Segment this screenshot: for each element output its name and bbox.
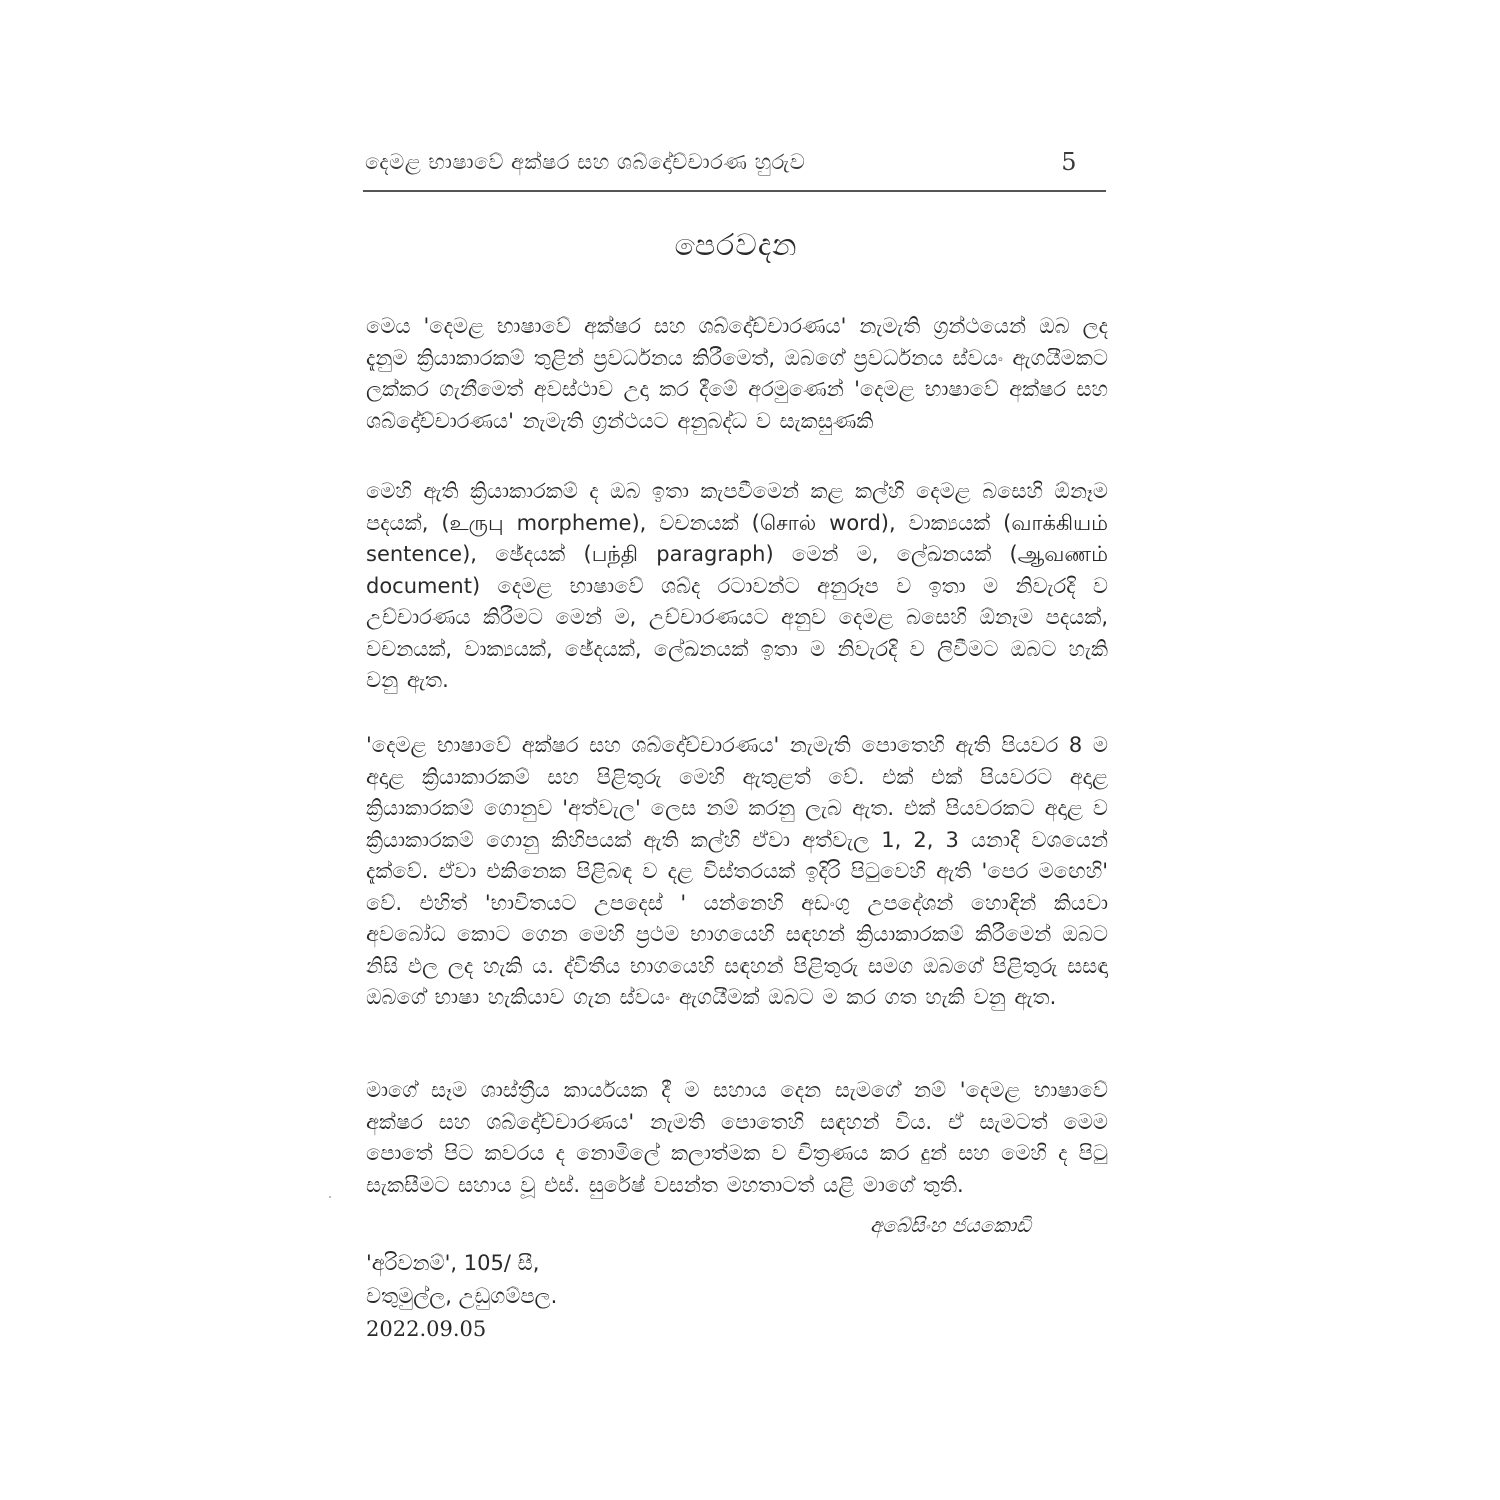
- author-signature: අබේසිංහ ජයකොඩි: [870, 1213, 1031, 1237]
- author-address: [366, 1247, 726, 1346]
- address-line-1: 'අරිවනම්', 105/ සී,: [366, 1251, 540, 1275]
- header-title: දෙමළ භාෂාවේ අක්ෂර සහ ශබ්දෝච්චාරණ හුරුව: [365, 150, 806, 174]
- page-number: 5: [1061, 148, 1077, 176]
- paragraph-3: 'දෙමළ භාෂාවේ අක්ෂර සහ ශබ්දෝච්චාරණය' නැමැති පොතෙහි ඇති පියවර 8 ම අදාළ ක්‍රියාකාරකම් සහ පිළිතුරු මෙහි ඇතුළත් වේ. එක් එක් පියවරට අදාළ ක්‍රියාකාරකම් ගොනුව 'අත්වැල' ලෙස නම් කරනු ලැබ ඇත. එක් පියවරකට අදාළ ව ක්‍රියාකාරකම් ගොනු කිහිපයක් ඇති කල්හි ඒවා අත්වැල 1, 2, 3 යනාදි වශයෙන් දැක්වේ. ඒවා එකිනෙක පිළිබඳ ව දළ විස්තරයක් ඉදිරි පිටුවෙහි ඇති 'පෙර මඟෙහි' වේ. එහිත් 'භාවිතයට උපදෙස් ' යන්නෙහි අඩංගු උපදේශන් හොඳින් කියවා අවබෝධ කොට ගෙන මෙහි ප්‍රථම භාගයෙහි සඳහන් ක්‍රියාකාරකම් කිරීමෙන් ඔබට නිසි ඵල ලද හැකි ය. ද්විතීය භාගයෙහි සඳහන් පිළිතුරු සමග ඔබගේ පිළිතුරු සසඳා ඔබගේ භාෂා හැකියාව ගැන ස්වයං ඇගයීමක් ඔබට ම කර ගත හැකි වනු ඇත.: [366, 733, 1108, 1009]
- paragraph-4: මාගේ සෑම ශාස්ත්‍රීය කාර්යයක දී ම සහාය දෙන සැමගේ නම් 'දෙමළ භාෂාවේ අක්ෂර සහ ශබ්දෝච්චාරණය' නැමති පොතෙහි සඳහන් විය. ඒ සැමටත් මෙම පොතේ පිට කවරය ද නොමිලේ කලාත්මක ව චිත්‍රණය කර දුන් සහ මෙහි ද පිටු සැකසීමට සහාය වූ එස්. සුරේෂ් වසන්ත මහතාටත් යළි මාගේ තුති.: [366, 1078, 1108, 1197]
- paragraph-1: මෙය 'දෙමළ භාෂාවේ අක්ෂර සහ ශබ්දෝච්චාරණය' නැමැති ග්‍රන්ථයෙන් ඔබ ලද දැනුම ක්‍රියාකාරකම් තුළින් ප්‍රවර්ධනය කිරීමෙත්, ඔබගේ ප්‍රවර්ධනය ස්වයං ඇගයීමකට ලක්කර ගැනීමෙත් අවස්ථාව උදා කර දීමේ අරමුණෙන් 'දෙමළ භාෂාවේ අක්ෂර සහ ශබ්දෝච්චාරණය' නැමැති ග්‍රන්ථයට අනුබද්ධ ව සැකසුණකි: [366, 314, 1108, 433]
- section-title: පෙරවදන: [674, 228, 798, 263]
- scan-speck: [329, 1196, 331, 1198]
- address-date: 2022.09.05: [366, 1317, 487, 1341]
- paragraph-2: මෙහි ඇති ක්‍රියාකාරකම් ද ඔබ ඉතා කැපවීමෙන් කළ කල්හි දෙමළ බසෙහි ඕනෑම පදයක්, (உருபு morpheme), වචනයක් (சொல் word), වාක්‍යයක් (வாக்கியம் sentence), ඡේදයක් (பந்தி paragraph) මෙන් ම, ලේඛනයක් (ஆவணம் document) දෙමළ භාෂාවේ ශබ්ද රටාවන්ට අනුරූප ව ඉතා ම නිවැරදි ව උච්චාරණය කිරීමට මෙන් ම, උච්චාරණයට අනුව දෙමළ බසෙහි ඕනෑම පදයක්, වචනයක්, වාක්‍යයක්, ඡේදයක්, ලේඛනයක් ඉතා ම නිවැරදි ව ලිවීමට ඔබට හැකි වනු ඇත.: [366, 479, 1108, 692]
- header-divider: [363, 190, 1106, 192]
- running-header: [365, 148, 1077, 180]
- address-line-2: වතුමුල්ල, උඩුගම්පල.: [366, 1284, 558, 1308]
